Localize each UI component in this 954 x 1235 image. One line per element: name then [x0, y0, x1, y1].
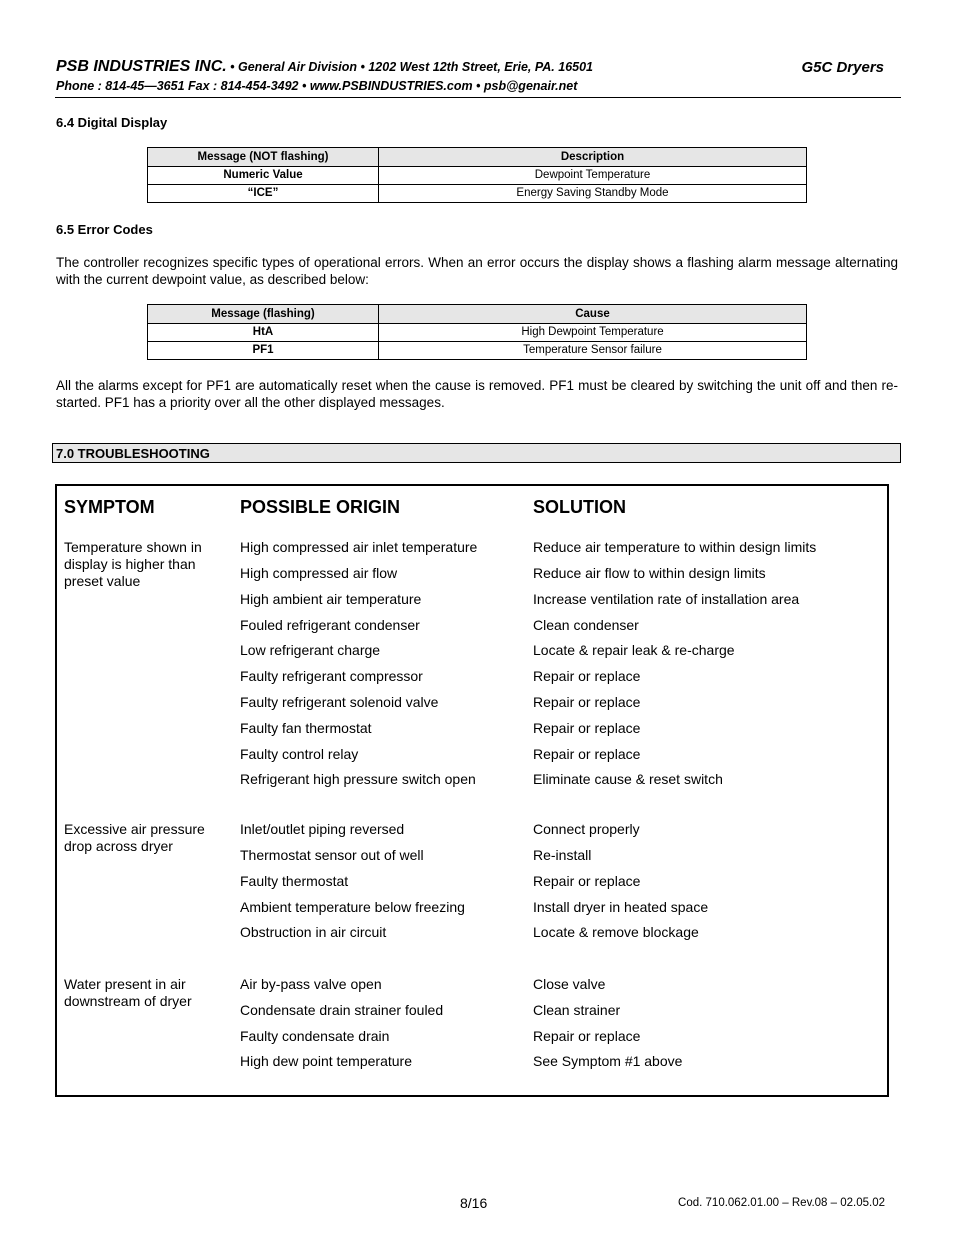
solution-cell: Install dryer in heated space: [533, 899, 709, 915]
origin-cell: Refrigerant high pressure switch open: [240, 771, 476, 787]
table-cell: Dewpoint Temperature: [379, 167, 807, 185]
solution-cell: Locate & repair leak & re-charge: [533, 642, 735, 658]
origin-cell: Faulty refrigerant compressor: [240, 668, 423, 684]
table-row: [148, 342, 807, 360]
page-number: 8/16: [460, 1195, 488, 1211]
table-header-cell: Message (NOT flashing): [148, 148, 379, 167]
solution-cell: Repair or replace: [533, 720, 641, 736]
table-cell: HtA: [148, 324, 379, 342]
origin-cell: Low refrigerant charge: [240, 642, 381, 658]
digital-display-table: [147, 147, 807, 203]
header-divider: [55, 97, 901, 98]
column-header-symptom: SYMPTOM: [64, 497, 155, 517]
company-address: • General Air Division • 1202 West 12th Street, Erie, PA. 16501: [226, 60, 594, 74]
solution-cell: Repair or replace: [533, 694, 641, 710]
origin-cell: Fouled refrigerant condenser: [240, 617, 420, 633]
table-row: [148, 324, 807, 342]
origin-cell: High compressed air inlet temperature: [240, 539, 478, 555]
symptom-cell: Water present in air downstream of dryer: [64, 976, 192, 1009]
table-cell: Temperature Sensor failure: [379, 342, 807, 360]
origin-cell: High compressed air flow: [240, 565, 398, 581]
table-header-row: [148, 305, 807, 324]
solution-cell: Locate & remove blockage: [533, 924, 699, 940]
table-header-cell: Description: [379, 148, 807, 167]
solution-cell: Reduce air temperature to within design limits: [533, 539, 817, 555]
solution-cell: Clean strainer: [533, 1002, 621, 1018]
table-header-cell: Cause: [379, 305, 807, 324]
table-cell: Energy Saving Standby Mode: [379, 185, 807, 203]
origin-cell: Faulty thermostat: [240, 873, 349, 889]
solution-cell: Repair or replace: [533, 668, 641, 684]
origin-cell: Faulty refrigerant solenoid valve: [240, 694, 439, 710]
origin-cell: Air by-pass valve open: [240, 976, 382, 992]
error-codes-table: [147, 304, 807, 360]
origin-cell: Thermostat sensor out of well: [240, 847, 424, 863]
company-name: PSB INDUSTRIES INC.: [56, 58, 227, 75]
table-cell: Numeric Value: [148, 167, 379, 185]
solution-cell: Re-install: [533, 847, 592, 863]
solution-cell: Clean condenser: [533, 617, 639, 633]
origin-cell: Obstruction in air circuit: [240, 924, 387, 940]
origin-cell: Faulty condensate drain: [240, 1028, 390, 1044]
company-header: [56, 58, 593, 76]
symptom-cell: Temperature shown in display is higher than preset value: [64, 539, 202, 589]
section-title-error-codes: 6.5 Error Codes: [56, 222, 153, 237]
solution-cell: Increase ventilation rate of installation area: [533, 591, 800, 607]
solution-cell: Repair or replace: [533, 1028, 641, 1044]
solution-cell: Connect properly: [533, 821, 640, 837]
table-cell: “ICE”: [148, 185, 379, 203]
origin-cell: High ambient air temperature: [240, 591, 422, 607]
error-codes-intro: The controller recognizes specific types of operational errors. When an error occurs the display shows a flashing alarm message alternating with the current dewpoint value, as described below:: [56, 255, 898, 287]
table-header-cell: Message (flashing): [148, 305, 379, 324]
origin-cell: Faulty fan thermostat: [240, 720, 372, 736]
contact-line: Phone : 814-45—3651 Fax : 814-454-3492 • www.PSBINDUSTRIES.com • psb@genair.net: [56, 79, 578, 93]
product-name: G5C Dryers: [801, 59, 884, 76]
origin-cell: High dew point temperature: [240, 1053, 412, 1069]
solution-cell: Eliminate cause & reset switch: [533, 771, 723, 787]
section-title-digital-display: 6.4 Digital Display: [56, 115, 168, 130]
table-header-row: [148, 148, 807, 167]
column-header-solution: SOLUTION: [533, 497, 626, 517]
alarm-reset-note: All the alarms except for PF1 are automatically reset when the cause is removed. PF1 must be cleared by switching the unit off and then re-started. PF1 has a priority over all the other displayed messages.: [56, 378, 898, 410]
table-row: [148, 167, 807, 185]
document-code: Cod. 710.062.01.00 – Rev.08 – 02.05.02: [678, 1197, 885, 1209]
origin-cell: Inlet/outlet piping reversed: [240, 821, 405, 837]
table-cell: High Dewpoint Temperature: [379, 324, 807, 342]
solution-cell: Repair or replace: [533, 873, 641, 889]
solution-cell: See Symptom #1 above: [533, 1053, 683, 1069]
table-row: [148, 185, 807, 203]
origin-cell: Condensate drain strainer fouled: [240, 1002, 444, 1018]
table-cell: PF1: [148, 342, 379, 360]
solution-cell: Reduce air flow to within design limits: [533, 565, 766, 581]
column-header-origin: POSSIBLE ORIGIN: [240, 497, 401, 517]
solution-cell: Repair or replace: [533, 746, 641, 762]
solution-cell: Close valve: [533, 976, 606, 992]
origin-cell: Faulty control relay: [240, 746, 359, 762]
origin-cell: Ambient temperature below freezing: [240, 899, 465, 915]
section-title-troubleshooting: 7.0 TROUBLESHOOTING: [52, 443, 901, 463]
symptom-cell: Excessive air pressure drop across dryer: [64, 821, 205, 854]
